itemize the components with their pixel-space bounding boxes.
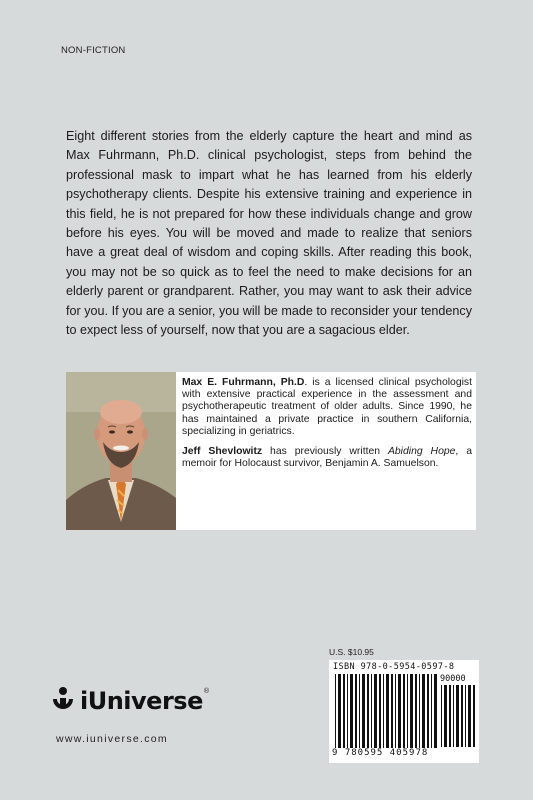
barcode-bar xyxy=(343,674,345,748)
barcode-digits: 9 780595 405978 xyxy=(332,748,429,758)
author2-description-a: has previously written xyxy=(262,446,388,458)
barcode-bar xyxy=(419,674,420,748)
author1-name: Max E. Fuhrmann, Ph.D xyxy=(182,377,305,388)
author-bio-panel xyxy=(66,372,476,530)
addon-barcode-bars xyxy=(441,685,475,747)
barcode-bar xyxy=(449,685,451,747)
iuniverse-logo-icon xyxy=(49,686,77,716)
barcode-bar xyxy=(335,674,336,748)
barcode-bar xyxy=(441,685,442,747)
barcode-bar xyxy=(468,685,471,747)
barcode-bar xyxy=(350,674,353,748)
author2-description-b: , a memoir for Holocaust survivor, Benjamin A. Samuelson. xyxy=(182,446,473,470)
barcode-bar xyxy=(367,674,369,748)
barcode-bar xyxy=(395,674,396,748)
author2-bio xyxy=(182,446,472,470)
barcode-bar xyxy=(434,674,437,748)
author-photo xyxy=(66,372,176,530)
genre-label: NON-FICTION xyxy=(61,45,126,56)
barcode-bar xyxy=(386,674,389,748)
barcode-bar xyxy=(415,674,417,748)
barcode-bar xyxy=(403,674,405,748)
publisher-url: www.iuniverse.com xyxy=(56,733,168,745)
book-title-reference: Abiding Hope xyxy=(387,446,456,458)
price-label: U.S. $10.95 xyxy=(329,647,374,657)
registered-mark: ® xyxy=(203,687,210,695)
publisher-logo xyxy=(49,686,209,716)
barcode-bar xyxy=(431,674,432,748)
price-addon-number: 90000 xyxy=(440,674,466,684)
author-bio-text xyxy=(182,377,472,478)
barcode-bar xyxy=(473,685,475,747)
book-description: Eight different stories from the elderly capture the heart and mind as Max Fuhrmann, Ph.D. clinical psychologist, steps from behind the professional mask to impart what he has learned from his elderly psychotherapy clients. Despite his extensive training and experience in this field, he is not prepared for how these individuals change and grow before his eyes. You will be moved and made to realize that seniors have a great deal of wisdom and coping skills. After reading this book, you may not be so quick as to feel the need to make decisions for an elderly parent or grandparent. Rather, you may want to ask their advice for you. If you are a senior, you will be made to reconsider your tendency to expect less of yourself, now that you are a sagacious elder. xyxy=(66,129,472,338)
barcode-bar xyxy=(371,674,372,748)
barcode-bar xyxy=(362,674,365,748)
barcode-bar xyxy=(461,685,463,747)
barcode-bar xyxy=(407,674,408,748)
ean-barcode-bars xyxy=(335,674,439,748)
publisher-name: iUniverse xyxy=(80,687,203,715)
author1-description: . is a licensed clinical psychologist with extensive practical experience in the assessment and psychotherapeutic treatment of older adults. Since 1990, he has maintained a private practice in southern California, specializing in geriatrics. xyxy=(182,377,472,437)
author2-name: Jeff Shevlowitz xyxy=(182,446,263,458)
barcode-bar xyxy=(374,674,377,748)
barcode-bar xyxy=(359,674,360,748)
barcode-bar xyxy=(456,685,459,747)
barcode-block xyxy=(329,647,479,763)
isbn-barcode xyxy=(329,660,479,763)
barcode-bar xyxy=(444,685,447,747)
barcode-bar xyxy=(453,685,454,747)
barcode-bar xyxy=(410,674,413,748)
isbn-number: ISBN 978-0-5954-0597-8 xyxy=(333,662,455,672)
barcode-bar xyxy=(398,674,401,748)
author-portrait-image xyxy=(66,372,176,530)
barcode-bar xyxy=(379,674,381,748)
barcode-bar xyxy=(465,685,466,747)
author1-bio xyxy=(182,377,472,438)
barcode-bar xyxy=(355,674,357,748)
barcode-bar xyxy=(391,674,393,748)
barcode-bar xyxy=(347,674,348,748)
barcode-bar xyxy=(427,674,429,748)
barcode-bar xyxy=(338,674,341,748)
barcode-bar xyxy=(383,674,384,748)
barcode-bar xyxy=(422,674,425,748)
